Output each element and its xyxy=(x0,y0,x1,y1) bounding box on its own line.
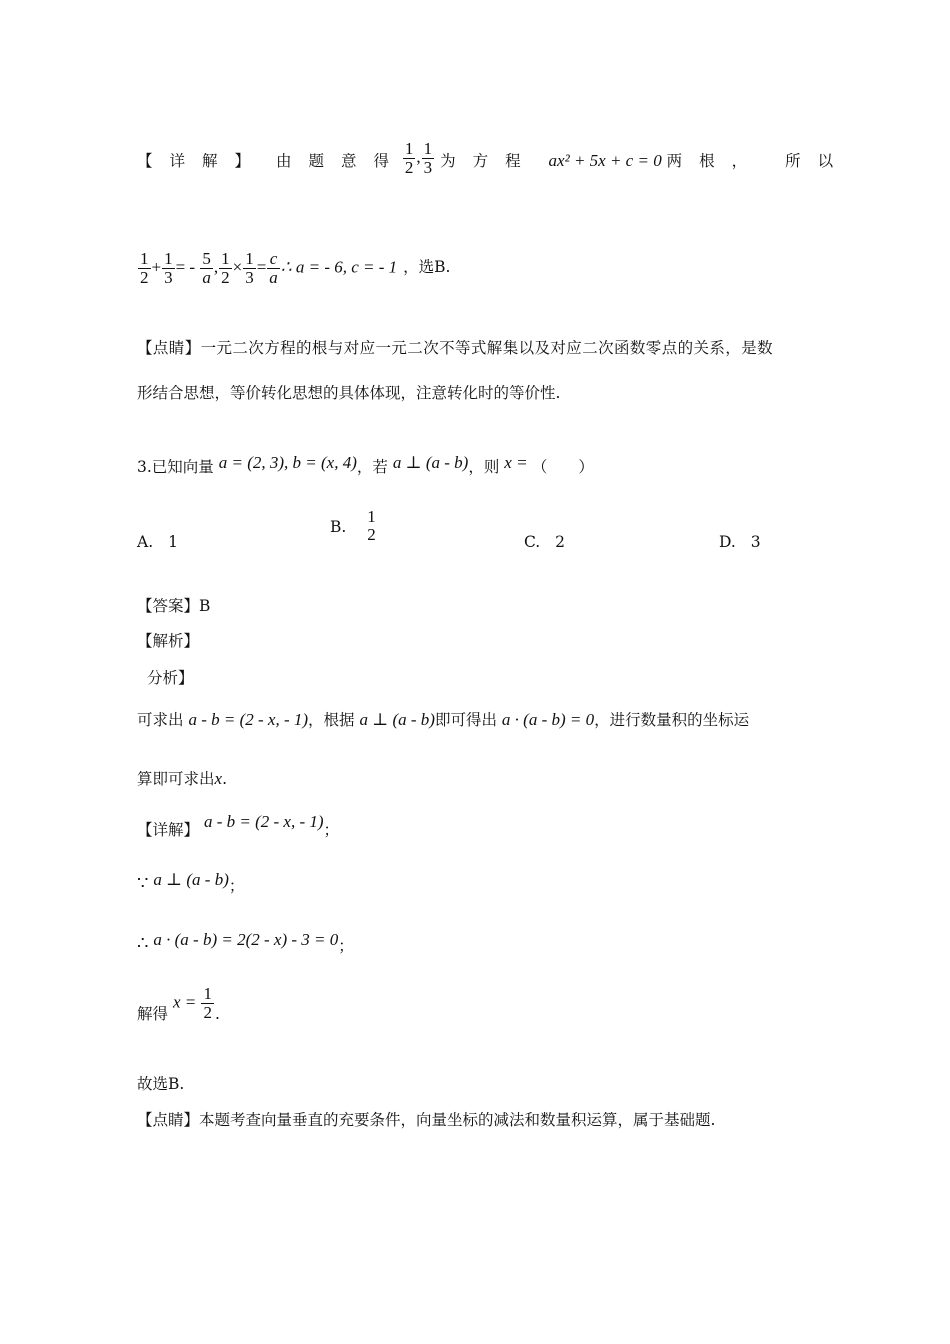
comma: , xyxy=(416,147,421,167)
answer-line: 【答案】B xyxy=(137,597,211,615)
answer-blank: （ ） xyxy=(531,458,594,476)
dot-product-equation: a · (a - b) = 2(2 - x) - 3 = 0 xyxy=(153,930,339,949)
option-d: D. 3 xyxy=(719,533,761,551)
question-ask-x: x = xyxy=(504,453,532,472)
question-text-2: ，若 xyxy=(356,458,388,476)
vector-difference: a - b = (2 - x, - 1) xyxy=(188,710,309,729)
detail-step-2: ∵ a ⊥ (a - b)； xyxy=(137,870,245,895)
option-a: A. 1 xyxy=(137,533,178,551)
equation-quadratic: ax² + 5x + c = 0 xyxy=(548,151,662,171)
comma: , xyxy=(213,257,219,277)
dot-product-zero: a · (a - b) = 0 xyxy=(501,710,595,729)
analysis-paragraph-2: 算即可求出x. xyxy=(137,769,227,788)
detail-label: 【详解】 xyxy=(137,152,268,171)
analysis-paragraph-1: 可求出 a - b = (2 - x, - 1)，根据 a ⊥ (a - b)即可得出 a · (a - b) = 0，进行数量积的坐标运 xyxy=(137,710,750,729)
fraction-one-half: $\frac{1}{2}$ xyxy=(404,139,414,177)
frac-a: $\frac{1}{2}$ xyxy=(140,249,149,287)
detail-text-2: 为方程 xyxy=(440,152,538,171)
vector-definition: a = (2, 3), b = (x, 4) xyxy=(218,453,357,472)
detail-text-4: 所以 xyxy=(785,152,851,171)
dianjing-summary: 【点睛】本题考查向量垂直的充要条件，向量坐标的减法和数量积运算，属于基础题. xyxy=(137,1111,716,1129)
detail-text-3: 两根， xyxy=(666,152,765,171)
fraction-one-third: $\frac{1}{3}$ xyxy=(423,139,433,177)
option-c: C. 2 xyxy=(524,533,566,551)
variable-x: x xyxy=(214,769,223,788)
question-text-3: ，则 xyxy=(468,458,500,476)
therefore-symbol: ∴ xyxy=(137,933,149,954)
detail-text-1: 由题意得 xyxy=(275,152,406,171)
dianjing-line-1: 【点睛】一元二次方程的根与对应一元二次不等式解集以及对应二次函数零点的关系，是数 xyxy=(137,339,774,357)
times-sign: × xyxy=(232,257,243,277)
because-symbol: ∵ xyxy=(137,873,149,894)
solution-fraction: $\frac{1}{2}$ xyxy=(203,984,212,1022)
perpendicular-condition: a ⊥ (a - b) xyxy=(153,870,229,889)
question-3 xyxy=(137,455,594,477)
plus-sign: + xyxy=(151,257,162,277)
question-number: 3. xyxy=(137,458,152,476)
detail-step-3: ∴ a · (a - b) = 2(2 - x) - 3 = 0； xyxy=(137,930,354,955)
question-text-1: 已知向量 xyxy=(151,458,214,476)
final-choice: 故选B. xyxy=(137,1075,185,1093)
frac-f: $\frac{c}{a}$ xyxy=(269,249,278,287)
perpendicular-condition: a ⊥ (a - b) xyxy=(392,453,469,472)
frac-b: $\frac{1}{3}$ xyxy=(164,249,173,287)
dianjing-line-2: 形结合思想，等价转化思想的具体体现，注意转化时的等价性. xyxy=(137,384,561,402)
solution-x: x = xyxy=(172,992,201,1012)
detail-line-1 xyxy=(137,140,850,180)
equals-minus: = - xyxy=(175,257,200,277)
option-b: B. 1 2 xyxy=(330,507,376,544)
detail-equation-line xyxy=(137,250,451,287)
analysis-label: 【解析】 xyxy=(137,632,200,650)
perpendicular-condition: a ⊥ (a - b) xyxy=(359,710,435,729)
frac-d: $\frac{1}{2}$ xyxy=(221,249,230,287)
fenxi-label: 分析】 xyxy=(147,669,194,687)
result-a-c: ∴ a = - 6, c = - 1 xyxy=(280,257,398,277)
option-b-fraction: 1 2 xyxy=(367,507,376,544)
equals-sign: = xyxy=(256,257,267,277)
vector-difference: a - b = (2 - x, - 1) xyxy=(203,812,324,831)
frac-e: $\frac{1}{3}$ xyxy=(245,249,254,287)
select-b-text: ，选B. xyxy=(403,258,451,277)
detail-step-1: 【详解】 a - b = (2 - x, - 1)； xyxy=(137,812,340,839)
frac-c: $\frac{5}{a}$ xyxy=(202,249,211,287)
detail-step-4: 解得 x = $\frac{1}{2}$ . xyxy=(137,984,220,1024)
